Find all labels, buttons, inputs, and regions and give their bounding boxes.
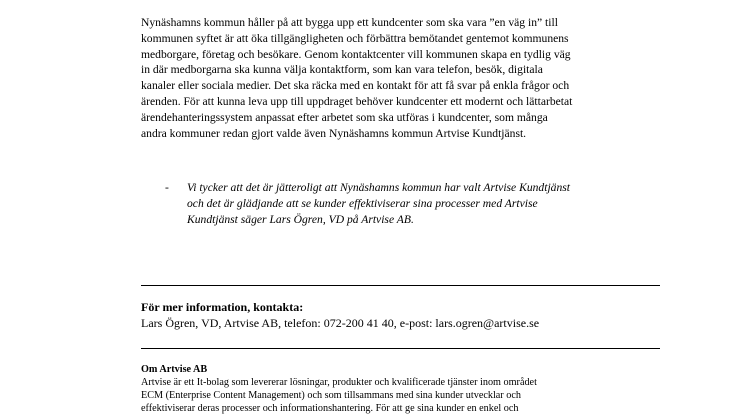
ceo-quote: [165, 180, 665, 227]
quote-line: Kundtjänst säger Lars Ögren, VD på Artvise AB.: [187, 212, 414, 226]
divider-top: [141, 285, 660, 286]
body-line: andra kommuner redan gjort valde även Nynäshamns kommun Artvise Kundtjänst.: [141, 126, 527, 140]
divider-bottom: [141, 348, 660, 349]
quote-line: Vi tycker att det är jätteroligt att Nynäshamns kommun har valt Artvise Kundtjänst: [187, 181, 570, 194]
about-line: Artvise är ett It-bolag som levererar lösningar, produkter och kvalificerade tjänster inom området: [141, 377, 537, 388]
about-body: [141, 376, 661, 415]
quote-line: och det är glädjande att se kunder effektiviserar sina processer med Artvise: [187, 196, 538, 210]
body-line: medborgare, företag och besökare. Genom kontaktcenter vill kommunen skapa en tydlig väg: [141, 47, 571, 61]
quote-text: [187, 180, 665, 227]
about-line: effektiviserar deras processer och informationshantering. För att ge sina kunder en enkel och: [141, 403, 519, 414]
body-line: Nynäshamns kommun håller på att bygga upp ett kundcenter som ska vara ”en väg in” till: [141, 16, 558, 29]
quote-bullet: -: [165, 181, 169, 194]
contact-details: Lars Ögren, VD, Artvise AB, telefon: 072-200 41 40, e-post: lars.ogren@artvise.se: [141, 316, 540, 330]
about-line: ECM (Enterprise Content Management) och som tillsammans med sina kunder utvecklar och: [141, 390, 521, 401]
about-heading: Om Artvise AB: [141, 364, 208, 375]
press-release-body: [141, 15, 661, 141]
body-line: ärendehanteringssystem anpassat efter arbetet som ska utföras i kundcenter, som många: [141, 110, 548, 124]
body-line: ärenden. För att kunna leva upp till uppdraget behöver kundcenter ett modernt och lättarbetat: [141, 94, 573, 108]
body-line: kanaler eller sociala medier. Det ska räcka med en kontakt för att få svar på enkla frågor och: [141, 79, 570, 93]
body-line: kommunen syftet är att öka tillgängligheten och förbättra bemötandet gentemot kommunens: [141, 31, 569, 45]
body-line: in där medborgarna ska kunna välja kontaktform, som kan vara telefon, besök, digitala: [141, 63, 543, 77]
contact-heading: För mer information, kontakta:: [141, 300, 304, 314]
